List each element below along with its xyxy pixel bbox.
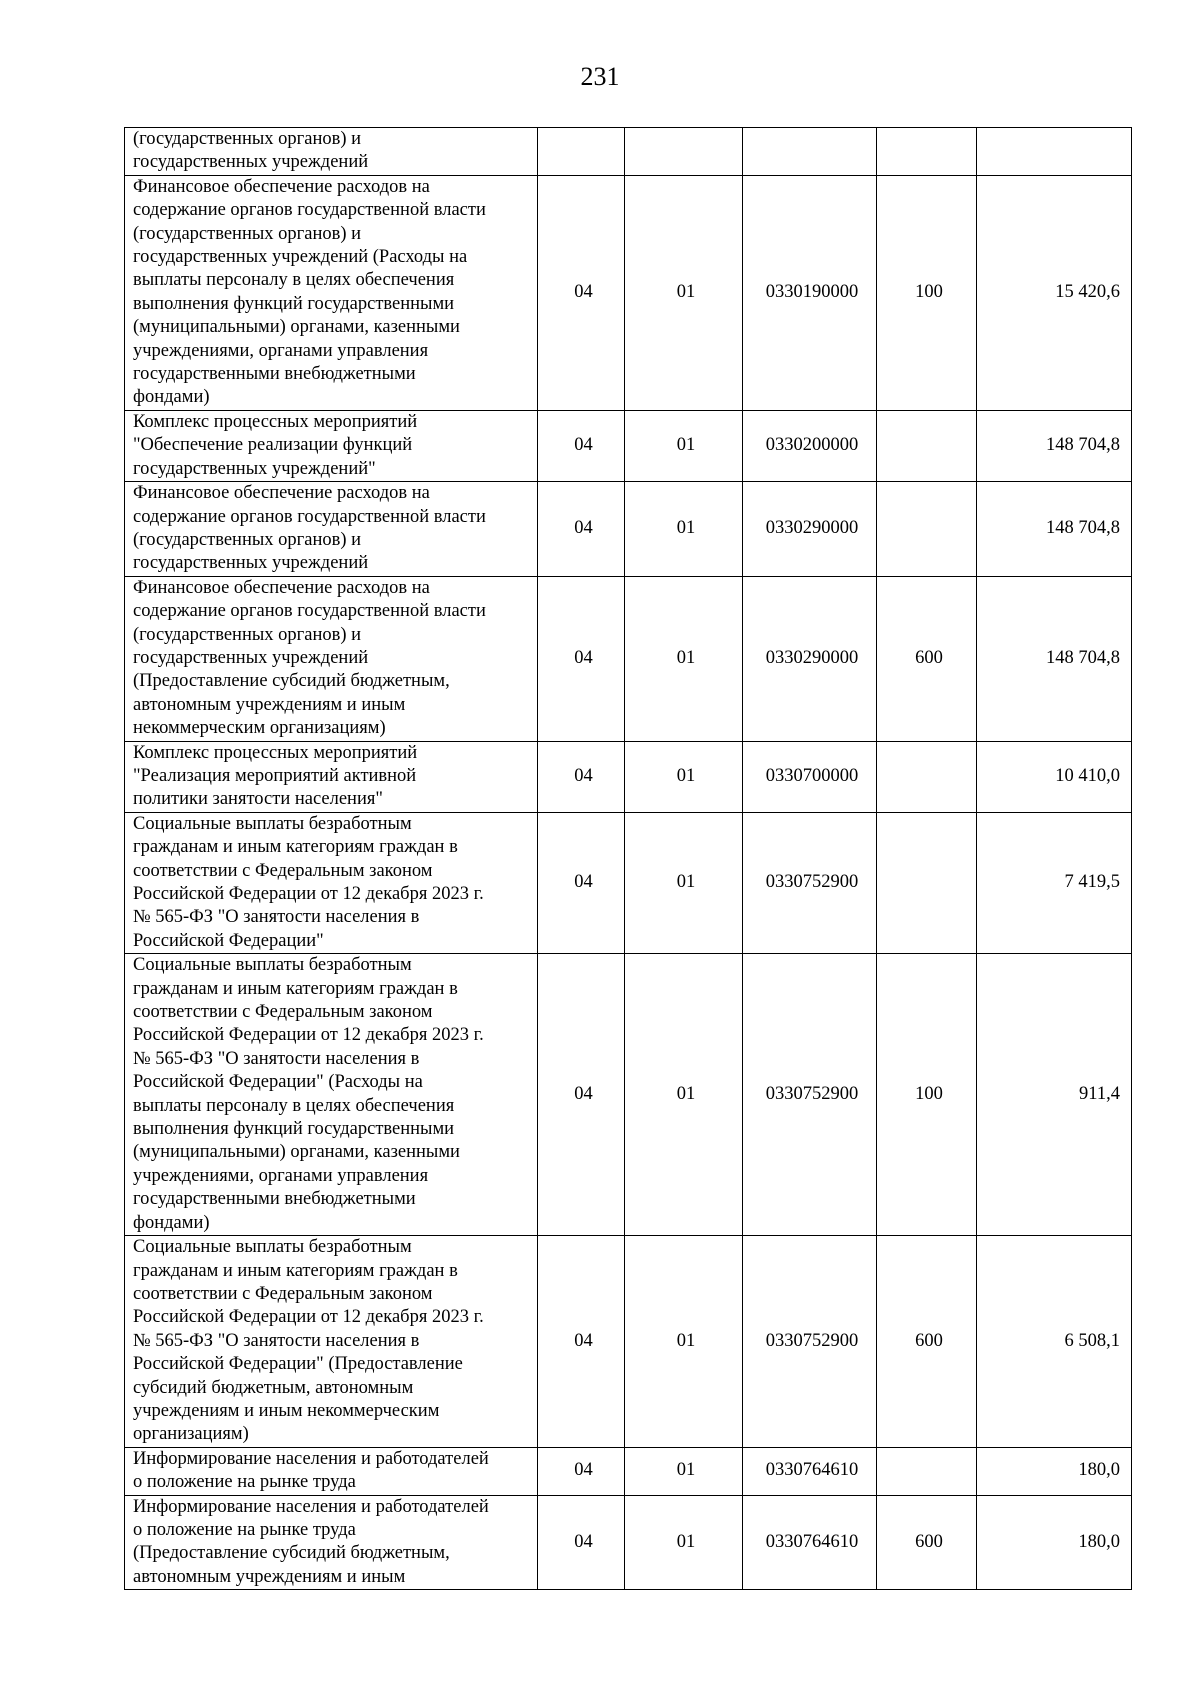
expense-name-line: государственными внебюджетными <box>133 1189 416 1210</box>
expense-name-line: содержание органов государственной власти <box>133 601 486 622</box>
expense-name-line: Российской Федерации от 12 декабря 2023 г. <box>133 1025 484 1046</box>
subsection-code-cell: 01 <box>625 812 743 953</box>
table-row <box>125 482 1132 577</box>
expense-name-line: гражданам и иным категориям граждан в <box>133 978 458 999</box>
expense-type-cell: 600 <box>877 576 977 741</box>
subsection-code-cell <box>625 128 743 176</box>
expense-name-line: выплаты персоналу в целях обеспечения <box>133 270 455 291</box>
expense-name-line: соответствии с Федеральным законом <box>133 1283 433 1304</box>
table-row <box>125 1495 1132 1590</box>
subsection-code-cell: 01 <box>625 482 743 577</box>
expense-name-line: о положение на рынке труда <box>133 1519 356 1540</box>
target-article-cell: 0330200000 <box>743 410 877 481</box>
target-article-cell: 0330290000 <box>743 576 877 741</box>
expense-name-line: (Предоставление субсидий бюджетным, <box>133 1543 450 1564</box>
section-code-cell: 04 <box>538 1495 625 1590</box>
expense-name-line: фондами) <box>133 1212 210 1233</box>
section-code-cell: 04 <box>538 1236 625 1448</box>
expense-name-line: Социальные выплаты безработным <box>133 813 412 834</box>
expense-name-line: выполнения функций государственными <box>133 1119 455 1140</box>
subsection-code-cell: 01 <box>625 175 743 410</box>
expense-name-cell <box>125 1495 538 1590</box>
amount-cell: 6 508,1 <box>977 1236 1132 1448</box>
section-code-cell: 04 <box>538 741 625 812</box>
expense-type-cell: 100 <box>877 954 977 1236</box>
table-row <box>125 128 1132 176</box>
expense-name-line: субсидий бюджетным, автономным <box>133 1377 414 1398</box>
expense-name-line: № 565-ФЗ "О занятости населения в <box>133 907 420 928</box>
target-article-cell: 0330752900 <box>743 954 877 1236</box>
amount-cell: 148 704,8 <box>977 410 1132 481</box>
subsection-code-cell: 01 <box>625 410 743 481</box>
table-row <box>125 954 1132 1236</box>
target-article-cell: 0330764610 <box>743 1495 877 1590</box>
expense-name-line: "Реализация мероприятий активной <box>133 765 417 786</box>
table-row <box>125 576 1132 741</box>
target-article-cell: 0330290000 <box>743 482 877 577</box>
expense-name-line: Комплекс процессных мероприятий <box>133 742 418 763</box>
amount-cell: 148 704,8 <box>977 576 1132 741</box>
expense-name-line: учреждениям и иным некоммерческим <box>133 1400 440 1421</box>
expense-type-cell <box>877 482 977 577</box>
expense-name-line: государственных учреждений (Расходы на <box>133 247 468 268</box>
expense-type-cell: 100 <box>877 175 977 410</box>
amount-cell: 180,0 <box>977 1495 1132 1590</box>
expense-name-line: государственных учреждений" <box>133 458 376 479</box>
section-code-cell: 04 <box>538 954 625 1236</box>
expense-name-cell <box>125 482 538 577</box>
expense-name-cell <box>125 954 538 1236</box>
expense-name-line: выполнения функций государственными <box>133 293 455 314</box>
expense-type-cell <box>877 812 977 953</box>
expense-name-line: организациям) <box>133 1424 249 1445</box>
expense-name-line: (муниципальными) органами, казенными <box>133 1142 460 1163</box>
expense-name-line: (государственных органов) и <box>133 129 362 149</box>
table-row <box>125 175 1132 410</box>
expense-name-cell <box>125 741 538 812</box>
section-code-cell: 04 <box>538 175 625 410</box>
expense-name-cell <box>125 812 538 953</box>
subsection-code-cell: 01 <box>625 576 743 741</box>
expense-name-line: государственными внебюджетными <box>133 364 416 385</box>
expense-name-line: Социальные выплаты безработным <box>133 1237 412 1258</box>
expense-name-line: (муниципальными) органами, казенными <box>133 317 460 338</box>
expense-name-line: содержание органов государственной власти <box>133 200 486 221</box>
amount-cell: 911,4 <box>977 954 1132 1236</box>
expense-name-line: Российской Федерации от 12 декабря 2023 г. <box>133 1307 484 1328</box>
table-row <box>125 741 1132 812</box>
expense-name-line: Российской Федерации" (Расходы на <box>133 1072 423 1093</box>
expense-name-line: Российской Федерации" (Предоставление <box>133 1354 463 1375</box>
expense-name-line: некоммерческим организациям) <box>133 718 386 739</box>
expense-name-cell <box>125 128 538 176</box>
expense-name-line: (государственных органов) и <box>133 529 362 550</box>
expense-type-cell <box>877 128 977 176</box>
expense-name-line: соответствии с Федеральным законом <box>133 860 433 881</box>
expense-name-line: Информирование населения и работодателей <box>133 1448 489 1469</box>
subsection-code-cell: 01 <box>625 1495 743 1590</box>
expense-name-line: гражданам и иным категориям граждан в <box>133 837 458 858</box>
target-article-cell: 0330764610 <box>743 1447 877 1495</box>
subsection-code-cell: 01 <box>625 1447 743 1495</box>
subsection-code-cell: 01 <box>625 954 743 1236</box>
budget-table <box>124 127 1132 1590</box>
expense-name-line: Финансовое обеспечение расходов на <box>133 483 430 504</box>
section-code-cell: 04 <box>538 1447 625 1495</box>
expense-name-line: Финансовое обеспечение расходов на <box>133 176 430 197</box>
expense-name-line: гражданам и иным категориям граждан в <box>133 1260 458 1281</box>
expense-name-line: Российской Федерации от 12 декабря 2023 г. <box>133 884 484 904</box>
expense-name-cell <box>125 175 538 410</box>
subsection-code-cell: 01 <box>625 741 743 812</box>
expense-name-line: содержание органов государственной власти <box>133 506 486 527</box>
target-article-cell: 0330700000 <box>743 741 877 812</box>
table-row <box>125 1447 1132 1495</box>
expense-type-cell: 600 <box>877 1236 977 1448</box>
table-row <box>125 812 1132 953</box>
expense-name-line: (Предоставление субсидий бюджетным, <box>133 671 450 692</box>
expense-name-line: Комплекс процессных мероприятий <box>133 411 418 432</box>
target-article-cell: 0330752900 <box>743 812 877 953</box>
expense-name-line: о положение на рынке труда <box>133 1472 356 1493</box>
expense-name-line: учреждениями, органами управления <box>133 1165 429 1186</box>
amount-cell <box>977 128 1132 176</box>
expense-name-line: Финансовое обеспечение расходов на <box>133 577 430 598</box>
amount-cell: 180,0 <box>977 1447 1132 1495</box>
expense-name-line: Российской Федерации" <box>133 930 324 951</box>
amount-cell: 148 704,8 <box>977 482 1132 577</box>
amount-cell: 7 419,5 <box>977 812 1132 953</box>
expense-name-line: выплаты персоналу в целях обеспечения <box>133 1095 455 1116</box>
section-code-cell: 04 <box>538 812 625 953</box>
target-article-cell <box>743 128 877 176</box>
expense-type-cell <box>877 1447 977 1495</box>
expense-name-line: автономным учреждениям и иным <box>133 694 406 715</box>
expense-name-cell <box>125 410 538 481</box>
amount-cell: 10 410,0 <box>977 741 1132 812</box>
expense-name-line: фондами) <box>133 387 210 408</box>
table-row <box>125 1236 1132 1448</box>
expense-name-line: соответствии с Федеральным законом <box>133 1002 433 1023</box>
expense-name-line: политики занятости населения" <box>133 789 383 810</box>
section-code-cell: 04 <box>538 576 625 741</box>
expense-name-line: государственных учреждений <box>133 152 369 173</box>
section-code-cell: 04 <box>538 482 625 577</box>
expense-name-line: автономным учреждениям и иным <box>133 1566 406 1587</box>
expense-name-line: государственных учреждений <box>133 647 369 668</box>
amount-cell: 15 420,6 <box>977 175 1132 410</box>
table-row <box>125 410 1132 481</box>
subsection-code-cell: 01 <box>625 1236 743 1448</box>
expense-name-line: № 565-ФЗ "О занятости населения в <box>133 1048 420 1069</box>
expense-type-cell: 600 <box>877 1495 977 1590</box>
expense-name-cell <box>125 1447 538 1495</box>
target-article-cell: 0330190000 <box>743 175 877 410</box>
expense-name-line: государственных учреждений <box>133 553 369 574</box>
expense-name-line: (государственных органов) и <box>133 223 362 244</box>
expense-name-cell <box>125 576 538 741</box>
budget-table-body <box>125 128 1132 1590</box>
expense-name-line: Информирование населения и работодателей <box>133 1496 489 1517</box>
page-number: 231 <box>580 62 620 91</box>
section-code-cell: 04 <box>538 410 625 481</box>
expense-type-cell <box>877 741 977 812</box>
section-code-cell <box>538 128 625 176</box>
expense-name-line: Социальные выплаты безработным <box>133 955 412 976</box>
target-article-cell: 0330752900 <box>743 1236 877 1448</box>
expense-type-cell <box>877 410 977 481</box>
expense-name-cell <box>125 1236 538 1448</box>
expense-name-line: учреждениями, органами управления <box>133 340 429 361</box>
expense-name-line: "Обеспечение реализации функций <box>133 435 413 456</box>
expense-name-line: № 565-ФЗ "О занятости населения в <box>133 1330 420 1351</box>
expense-name-line: (государственных органов) и <box>133 624 362 645</box>
